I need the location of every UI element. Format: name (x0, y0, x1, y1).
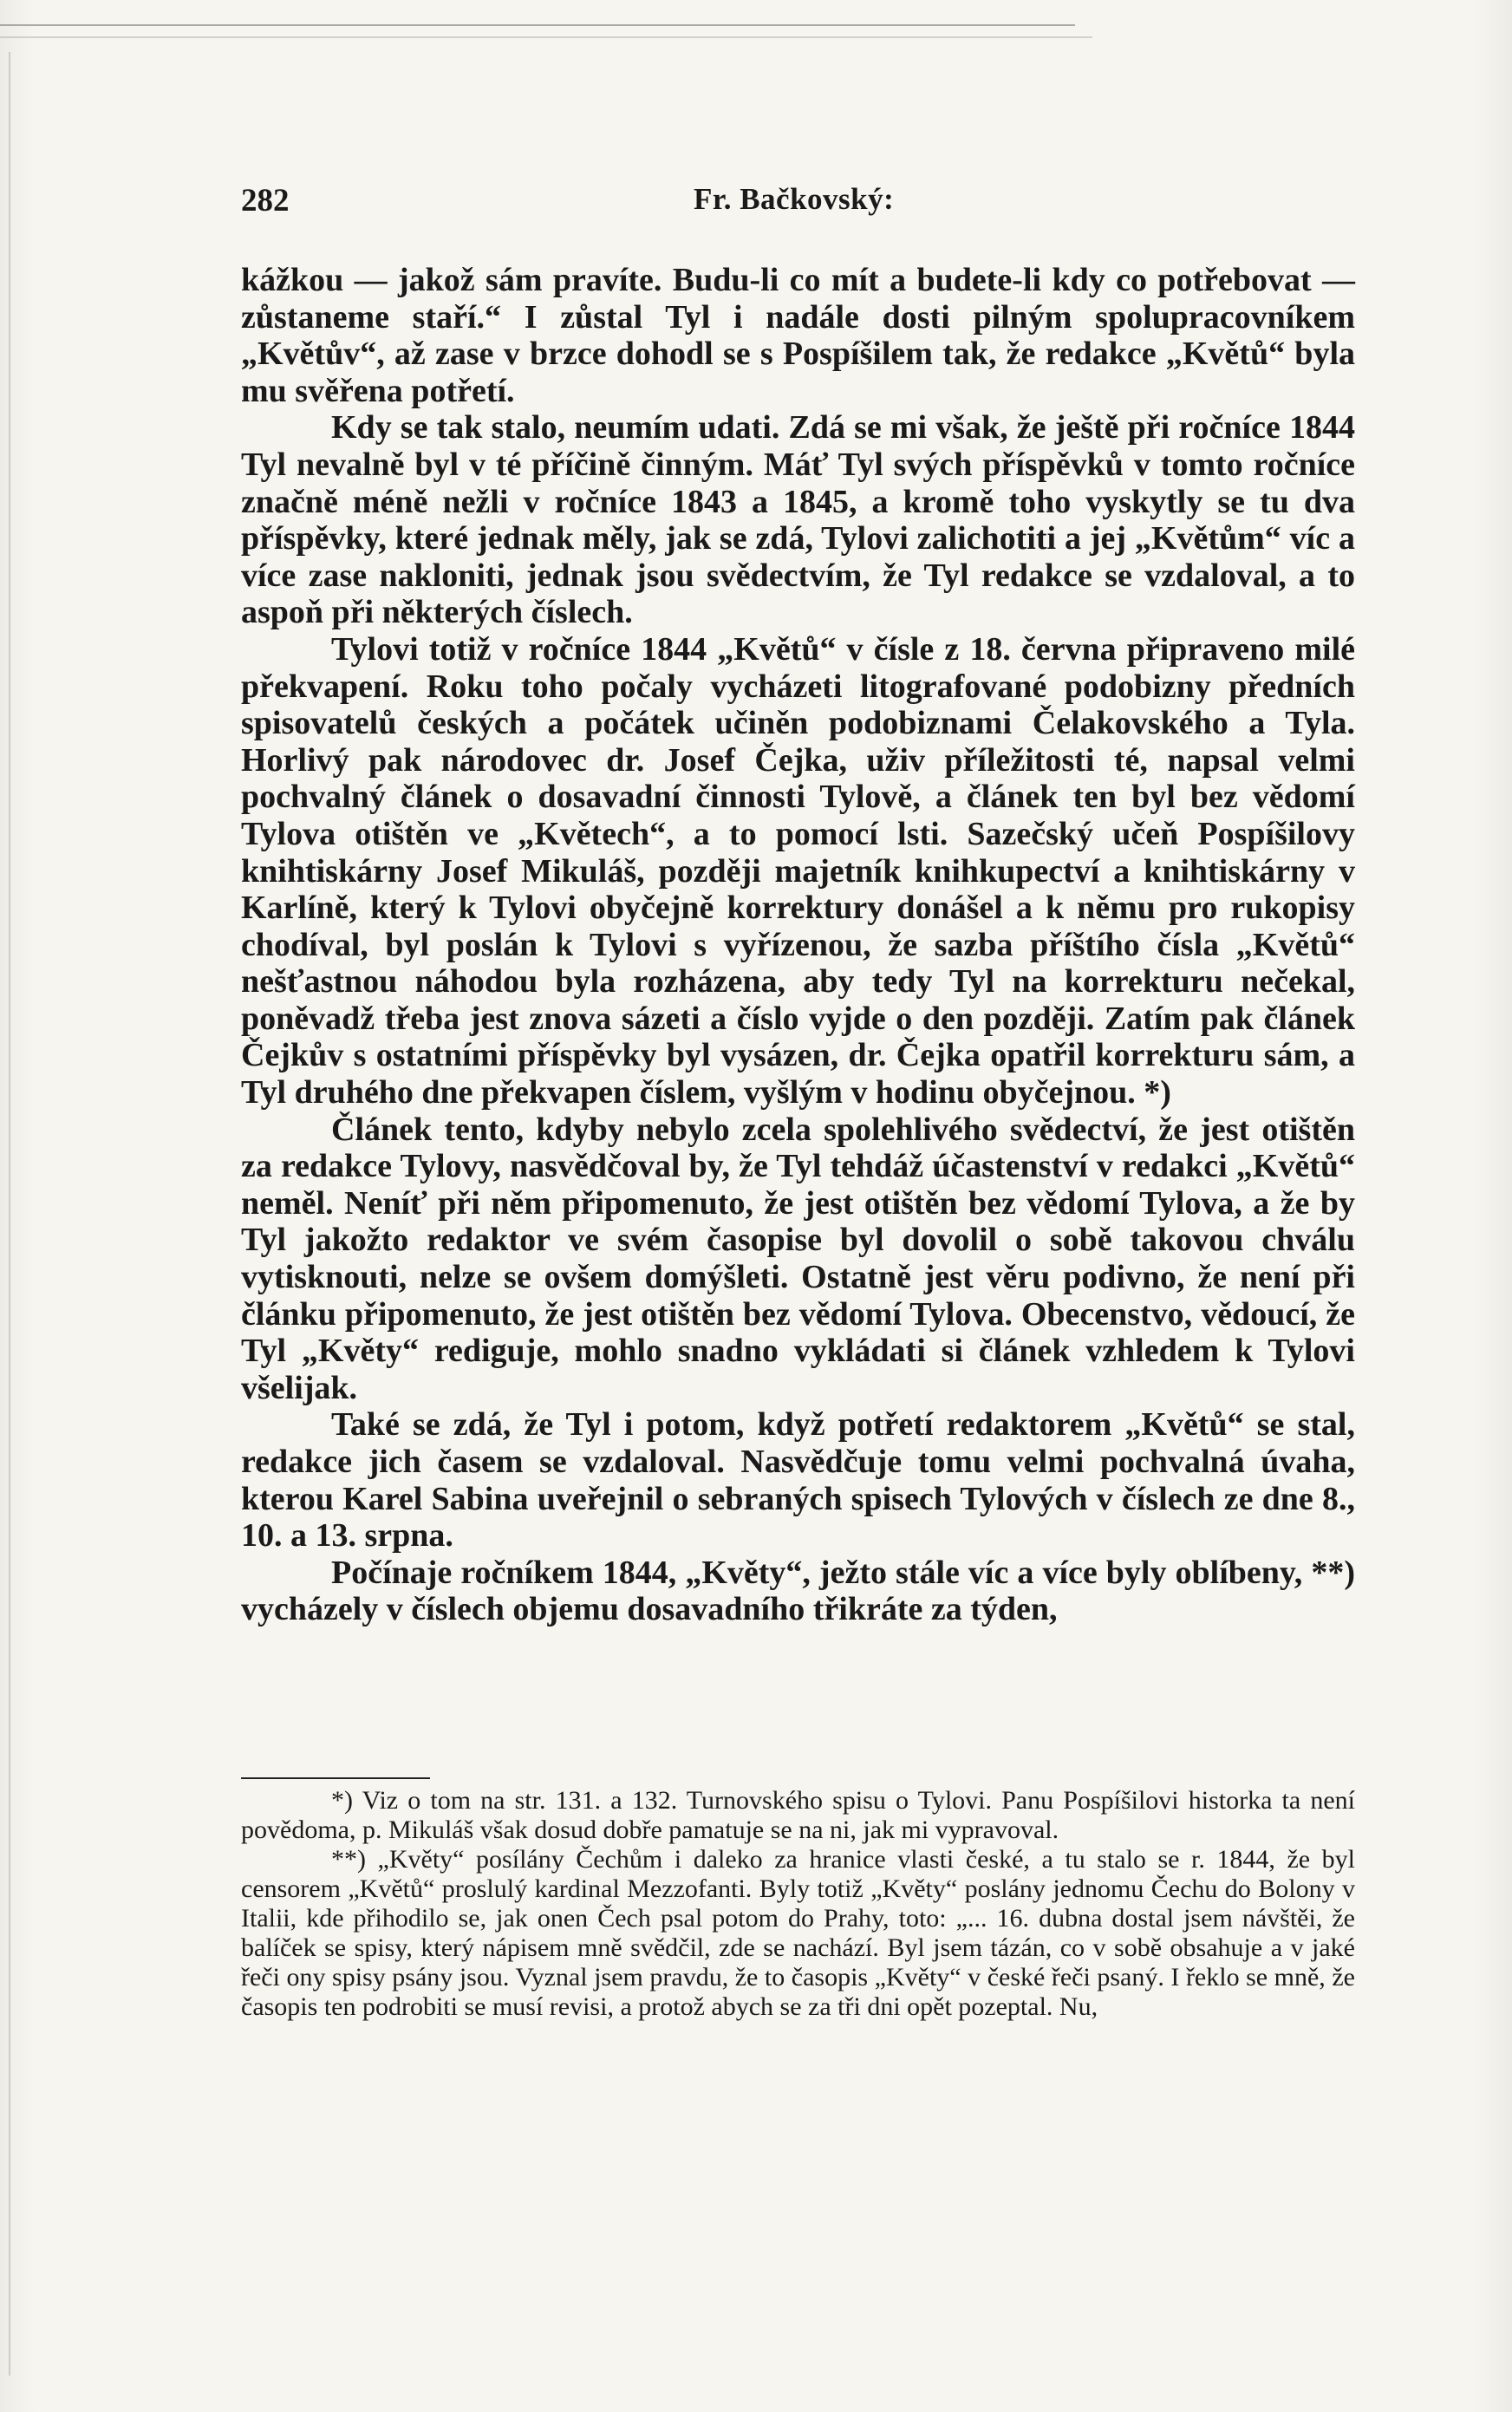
page-edge-line (0, 24, 1075, 26)
page-header (241, 182, 1355, 225)
page-edge-line (9, 52, 10, 2376)
footnote: *) Viz o tom na str. 131. a 132. Turnovského spisu o Tylovi. Panu Pospíšilovi historka ta není povědoma, p. Mikuláš však dosud dobře pamatuje se na ni, jak mi vypravoval. (241, 1786, 1355, 1844)
footnote: **) „Květy“ posílány Čechům i daleko za hranice vlasti české, a tu stalo se r. 1844, že byl censorem „Květů“ proslulý kardinal Mezzofanti. Byly totiž „Květy“ poslány jednomu Čechu do Bolony v Italii, kde přihodilo se, jak onen Čech psal potom do Prahy, toto: „... 16. dubna dostal jsem návštěi, že balíček se spisy, který nápisem mně svědčil, zde se nachází. Byl jsem tázán, co v sobě obsahuje a v jaké řeči ony spisy psány jsou. Vyznal jsem pravdu, že to časopis „Květy“ v české řeči psaný. I řeklo se mně, že časopis ten podrobiti se musí revisi, a protož abych se za tři dni opět pozeptal. Nu, (241, 1845, 1355, 2021)
page-edge-line (0, 36, 1092, 38)
paragraph: Také se zdá, že Tyl i potom, když potřetí redaktorem „Květů“ se stal, redakce jich časem se vzdaloval. Nasvědčuje tomu velmi pochvalná úvaha, kterou Karel Sabina uveřejnil o sebraných spisech Tylových v číslech ze dne 8., 10. a 13. srpna. (241, 1406, 1355, 1555)
main-text (241, 262, 1355, 1628)
paragraph: Tylovi totiž v ročníce 1844 „Květů“ v čísle z 18. června připraveno milé překvapení. Roku toho počaly vycházeti litografované podobizny předních spisovatelů českých a počátek učiněn podobiznami Čelakovského a Tyla. Horlivý pak národovec dr. Josef Čejka, uživ příležitosti té, napsal velmi pochvalný článek o dosavadní činnosti Tylově, a článek ten byl bez vědomí Tylova otištěn ve „Květech“, a to pomocí lsti. Sazečský učeň Pospíšilovy knihtiskárny Josef Mikuláš, později majetník knihkupectví a knihtiskárny v Karlíně, který k Tylovi obyčejně korrektury donášel a k němu pro rukopisy chodíval, byl poslán k Tylovi s vyřízenou, že sazba příštího čísla „Květů“ nešťastnou náhodou byla rozházena, aby tedy Tyl na korrekturu nečekal, poněvadž třeba jest znova sázeti a číslo vyjde o den později. Zatím pak článek Čejkův s ostatními příspěvky byl vysázen, dr. Čejka opatřil korrekturu sám, a Tyl druhého dne překvapen číslem, vyšlým v hodinu obyčejnou. *) (241, 630, 1355, 1111)
paragraph: Počínaje ročníkem 1844, „Květy“, ježto stále víc a více byly oblíbeny, **) vycházely v číslech objemu dosavadního třikráte za týden, (241, 1554, 1355, 1628)
paragraph: Kdy se tak stalo, neumím udati. Zdá se mi však, že ještě při ročníce 1844 Tyl nevalně byl v té příčině činným. Máť Tyl svých příspěvků v tomto ročníce značně méně nežli v ročníce 1843 a 1845, a kromě toho vyskytly se tu dva příspěvky, které jednak měly, jak se zdá, Tylovi zalichotiti a jej „Květům“ víc a více zase nakloniti, jednak jsou svědectvím, že Tyl redakce se vzdaloval, a to aspoň při některých číslech. (241, 409, 1355, 631)
page-number: 282 (241, 183, 290, 218)
paragraph: kážkou — jakož sám pravíte. Budu-li co mít a budete-li kdy co potřebovat — zůstaneme staří.“ I zůstal Tyl i nadále dosti pilným spolupracovníkem „Květův“, až zase v brzce dohodl se s Pospíšilem tak, že redakce „Květů“ byla mu svěřena potřetí. (241, 262, 1355, 409)
paragraph: Článek tento, kdyby nebylo zcela spolehlivého svědectví, že jest otištěn za redakce Tylovy, nasvědčoval by, že Tyl tehdáž účastenství v redakci „Květů“ neměl. Neníť při něm připomenuto, že jest otištěn bez vědomí Tylova, a že by Tyl jakožto redaktor ve svém časopise byl dovolil o sobě takovou chválu vytisknouti, nelze se ovšem domýšleti. Ostatně jest věru podivno, že není při článku připomenuto, že jest otištěn bez vědomí Tylova. Obecenstvo, vědoucí, že Tyl „Květy“ rediguje, mohlo snadno vykládati si článek vzhledem k Tylovi všelijak. (241, 1111, 1355, 1406)
running-head: Fr. Bačkovský: (694, 182, 895, 216)
footnotes (241, 1786, 1355, 2022)
footnote-rule (241, 1777, 430, 1779)
